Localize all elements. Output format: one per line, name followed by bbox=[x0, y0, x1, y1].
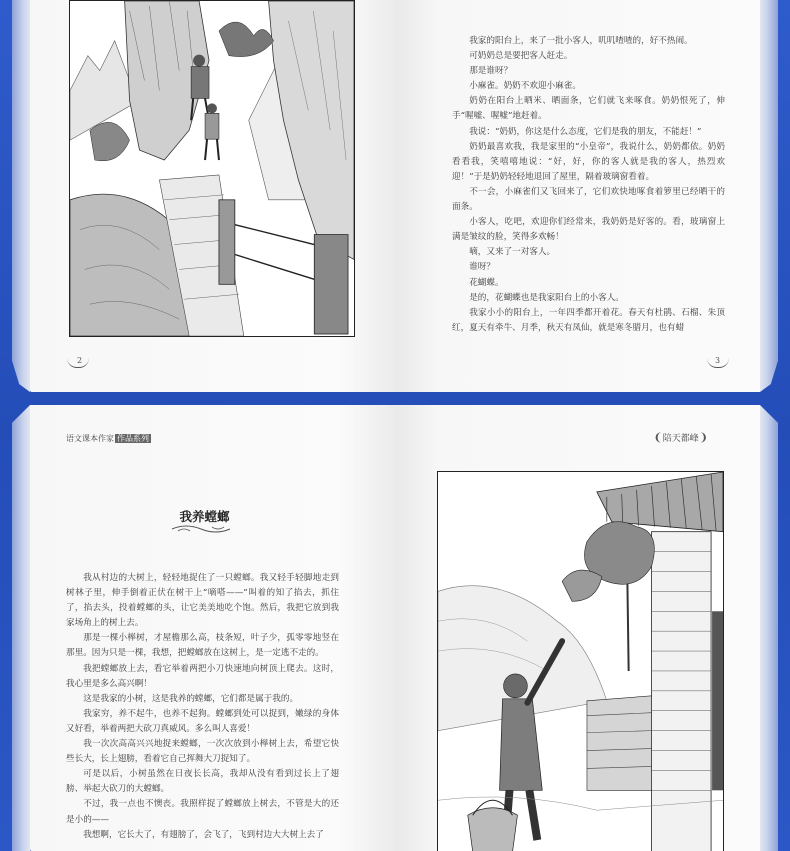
page-edge-left bbox=[12, 405, 30, 851]
paragraph: 嘀，又来了一对客人。 bbox=[469, 247, 556, 258]
paragraph: 那是一棵小榉树，才屋檐那么高，枝条短，叶子少，孤零零地竖在那里。因为只是一棵，我想，把螳螂放在这树上，是一定逃不走的。 bbox=[66, 633, 339, 659]
page-left-chapter bbox=[30, 405, 395, 851]
mountain-path-illustration bbox=[69, 0, 355, 337]
page-number-2: 2 bbox=[70, 356, 75, 365]
paragraph: 奶奶在阳台上晒米、晒面条，它们就飞来啄食。奶奶恨死了，伸手“喔嘘、喔嘘”地赶着。 bbox=[452, 96, 725, 122]
paragraph: 可奶奶总是要把客人赶走。 bbox=[469, 51, 573, 62]
series-name: 语文课本作家 bbox=[66, 434, 114, 443]
chapter-title: 我养螳螂 bbox=[179, 509, 230, 524]
header-right-ornament-icon: ❩ bbox=[698, 431, 708, 444]
page-edge-left bbox=[12, 0, 30, 392]
boy-and-tree-illustration bbox=[437, 471, 724, 851]
page-right-illustration bbox=[395, 405, 760, 851]
book-spread-bottom bbox=[12, 405, 778, 851]
body-text-chapter bbox=[66, 571, 339, 843]
paragraph: 那是谁呀？ bbox=[469, 66, 513, 77]
paragraph: 这是我家的小树，这是我养的螳螂，它们都是属于我的。 bbox=[83, 693, 299, 704]
page-number-3: 3 bbox=[713, 356, 718, 365]
paragraph: 我家小小的阳台上，一年四季都开着花。春天有杜鹃、石榴、朱顶红，夏天有牵牛、月季，秋天有凤仙，就是寒冬腊月，也有蜡 bbox=[452, 307, 725, 333]
paragraph: 我说：“奶奶，你这是什么态度，它们是我的朋友，不能赶！” bbox=[469, 126, 702, 137]
paragraph: 谁呀？ bbox=[469, 262, 495, 273]
page-2 bbox=[30, 0, 395, 392]
paragraph: 是的，花蝴蝶也是我家阳台上的小客人。 bbox=[469, 292, 624, 303]
page-edge-right bbox=[760, 405, 778, 851]
series-tag: 作品系列 bbox=[117, 434, 149, 443]
paragraph: 不一会，小麻雀们又飞回来了，它们欢快地啄食着箩里已经晒干的面条。 bbox=[452, 186, 725, 213]
paragraph: 小麻雀。奶奶不欢迎小麻雀。 bbox=[469, 81, 581, 92]
paragraph: 我一次次高高兴兴地捉来螳螂，一次次放到小榉树上去，希望它快些长大，长上翅膀，看着它自己挥舞大刀捉知了。 bbox=[66, 739, 339, 765]
header-title: 陪天都峰 bbox=[662, 434, 699, 444]
paragraph: 我家的阳台上，来了一批小客人，叽叽喳喳的，好不热闹。 bbox=[469, 36, 693, 46]
running-header-left bbox=[66, 433, 151, 444]
paragraph: 我把螳螂放上去，看它举着两把小刀快速地向树顶上爬去。这时，我心里是多么高兴啊！ bbox=[66, 663, 339, 689]
page-3 bbox=[395, 0, 760, 392]
paragraph: 可是以后，小树虽然在日夜长长高，我却从没有看到过长上了翅膀、举起大砍刀的大螳螂。 bbox=[66, 769, 339, 795]
paragraph: 花蝴蝶。 bbox=[469, 277, 504, 288]
paragraph: 不过，我一点也不懊丧。我照样捉了螳螂放上树去，不管是大的还是小的—— bbox=[66, 799, 339, 825]
title-ornament-icon bbox=[170, 523, 232, 535]
book-spread-top bbox=[12, 0, 778, 392]
paragraph: 我从村边的大树上，轻轻地捉住了一只螳螂。我又轻手轻脚地走到树林子里，伸手倒着正伏在树干上“嘀嗒——”叫着的知了掐去，抓住了，掐去头，投着螳螂的头，让它美美地吃个饱。然后，我把它放到我家场角上的树上去。 bbox=[66, 573, 339, 629]
paragraph: 小客人，吃吧，欢迎你们经常来，我奶奶是好客的。看，玻璃窗上满是皱纹的脸，笑得多欢畅！ bbox=[452, 217, 725, 243]
body-text-page-3 bbox=[452, 34, 725, 336]
paragraph: 我家穷，养不起牛，也养不起狗。螳螂到处可以捉到，嫩绿的身体又好看，举着两把大砍刀真威风。多么叫人喜爱！ bbox=[66, 708, 339, 734]
paragraph: 奶奶最喜欢我，我是家里的“小皇帝”，我说什么，奶奶都依。奶奶看看我，笑嘻嘻地说：“好，好，你的客人就是我的客人，热烈欢迎！”于是奶奶轻轻地退回了屋里，隔着玻璃窗看着。 bbox=[452, 141, 725, 182]
header-left-ornament-icon: ❨ bbox=[653, 431, 663, 444]
paragraph: 我想啊，它长大了，有翅膀了，会飞了，飞到村边大大树上去了 bbox=[83, 829, 324, 840]
running-header-right bbox=[654, 431, 708, 444]
page-edge-right bbox=[760, 0, 778, 392]
